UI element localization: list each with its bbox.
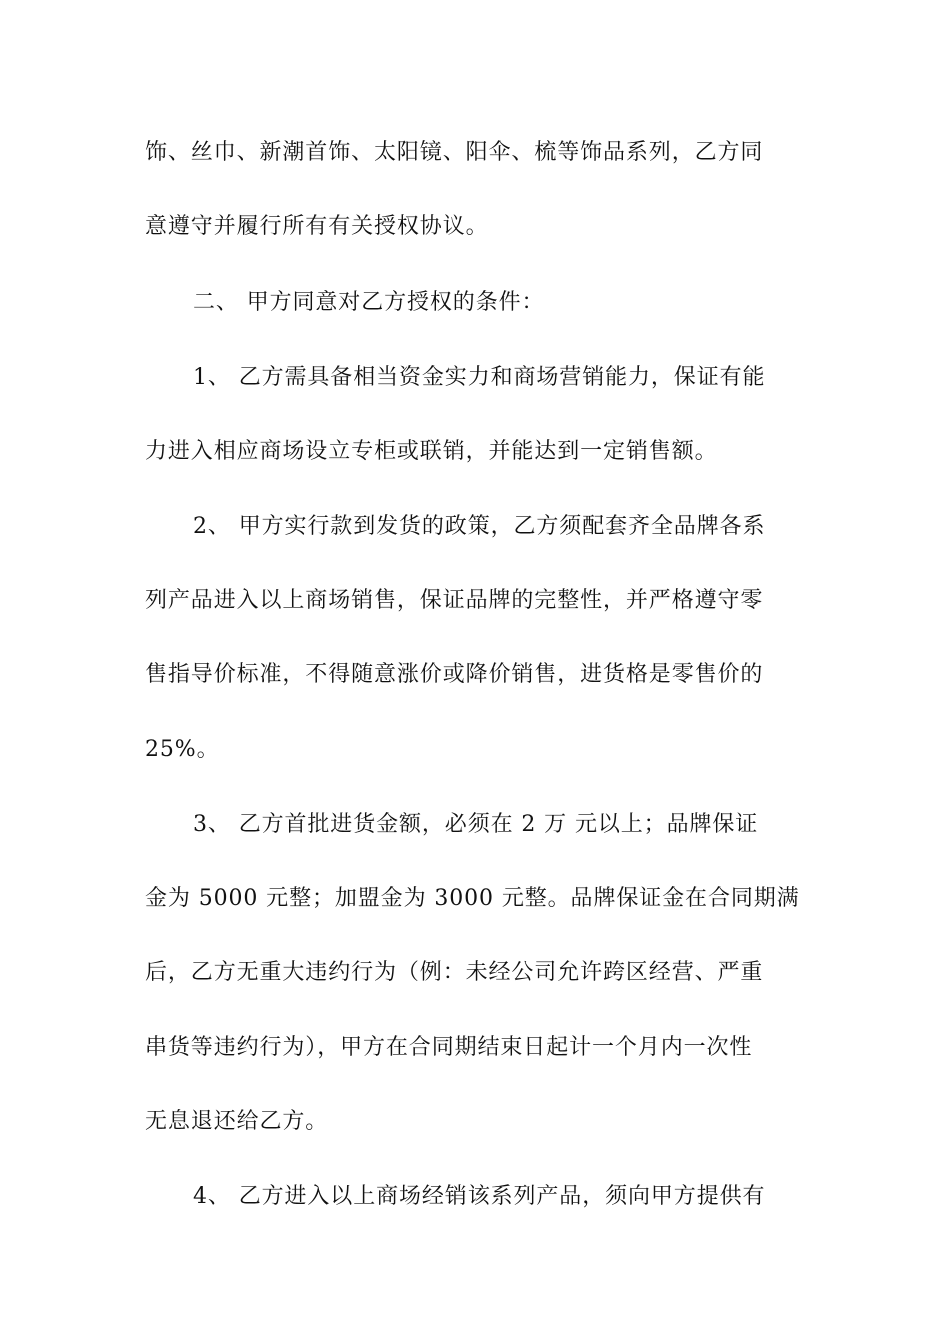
list-item-1-line: 1、 乙方需具备相当资金实力和商场营销能力，保证有能	[193, 365, 766, 390]
text-line: 列产品进入以上商场销售，保证品牌的完整性，并严格遵守零	[145, 588, 764, 613]
list-item-2-line: 2、 甲方实行款到发货的政策，乙方须配套齐全品牌各系	[193, 514, 766, 539]
text-line: 售指导价标准，不得随意涨价或降价销售，进货格是零售价的	[145, 662, 764, 687]
text-line: 力进入相应商场设立专柜或联销，并能达到一定销售额。	[145, 439, 718, 464]
text-line: 饰、丝巾、新潮首饰、太阳镜、阳伞、梳等饰品系列，乙方同	[145, 140, 764, 165]
text-line: 金为 5000 元整；加盟金为 3000 元整。品牌保证金在合同期满	[145, 886, 800, 911]
section-heading: 二、 甲方同意对乙方授权的条件：	[193, 290, 545, 315]
text-line: 后，乙方无重大违约行为（例：未经公司允许跨区经营、严重	[145, 960, 764, 985]
text-line: 无息退还给乙方。	[145, 1109, 329, 1134]
text-line: 意遵守并履行所有有关授权协议。	[145, 214, 489, 239]
list-item-3-line: 3、 乙方首批进货金额，必须在 2 万 元以上；品牌保证	[193, 812, 759, 837]
text-line: 串货等违约行为），甲方在合同期结束日起计一个月内一次性	[145, 1035, 753, 1060]
list-item-4-line: 4、 乙方进入以上商场经销该系列产品，须向甲方提供有	[193, 1184, 766, 1209]
text-line: 25%。	[145, 737, 220, 762]
